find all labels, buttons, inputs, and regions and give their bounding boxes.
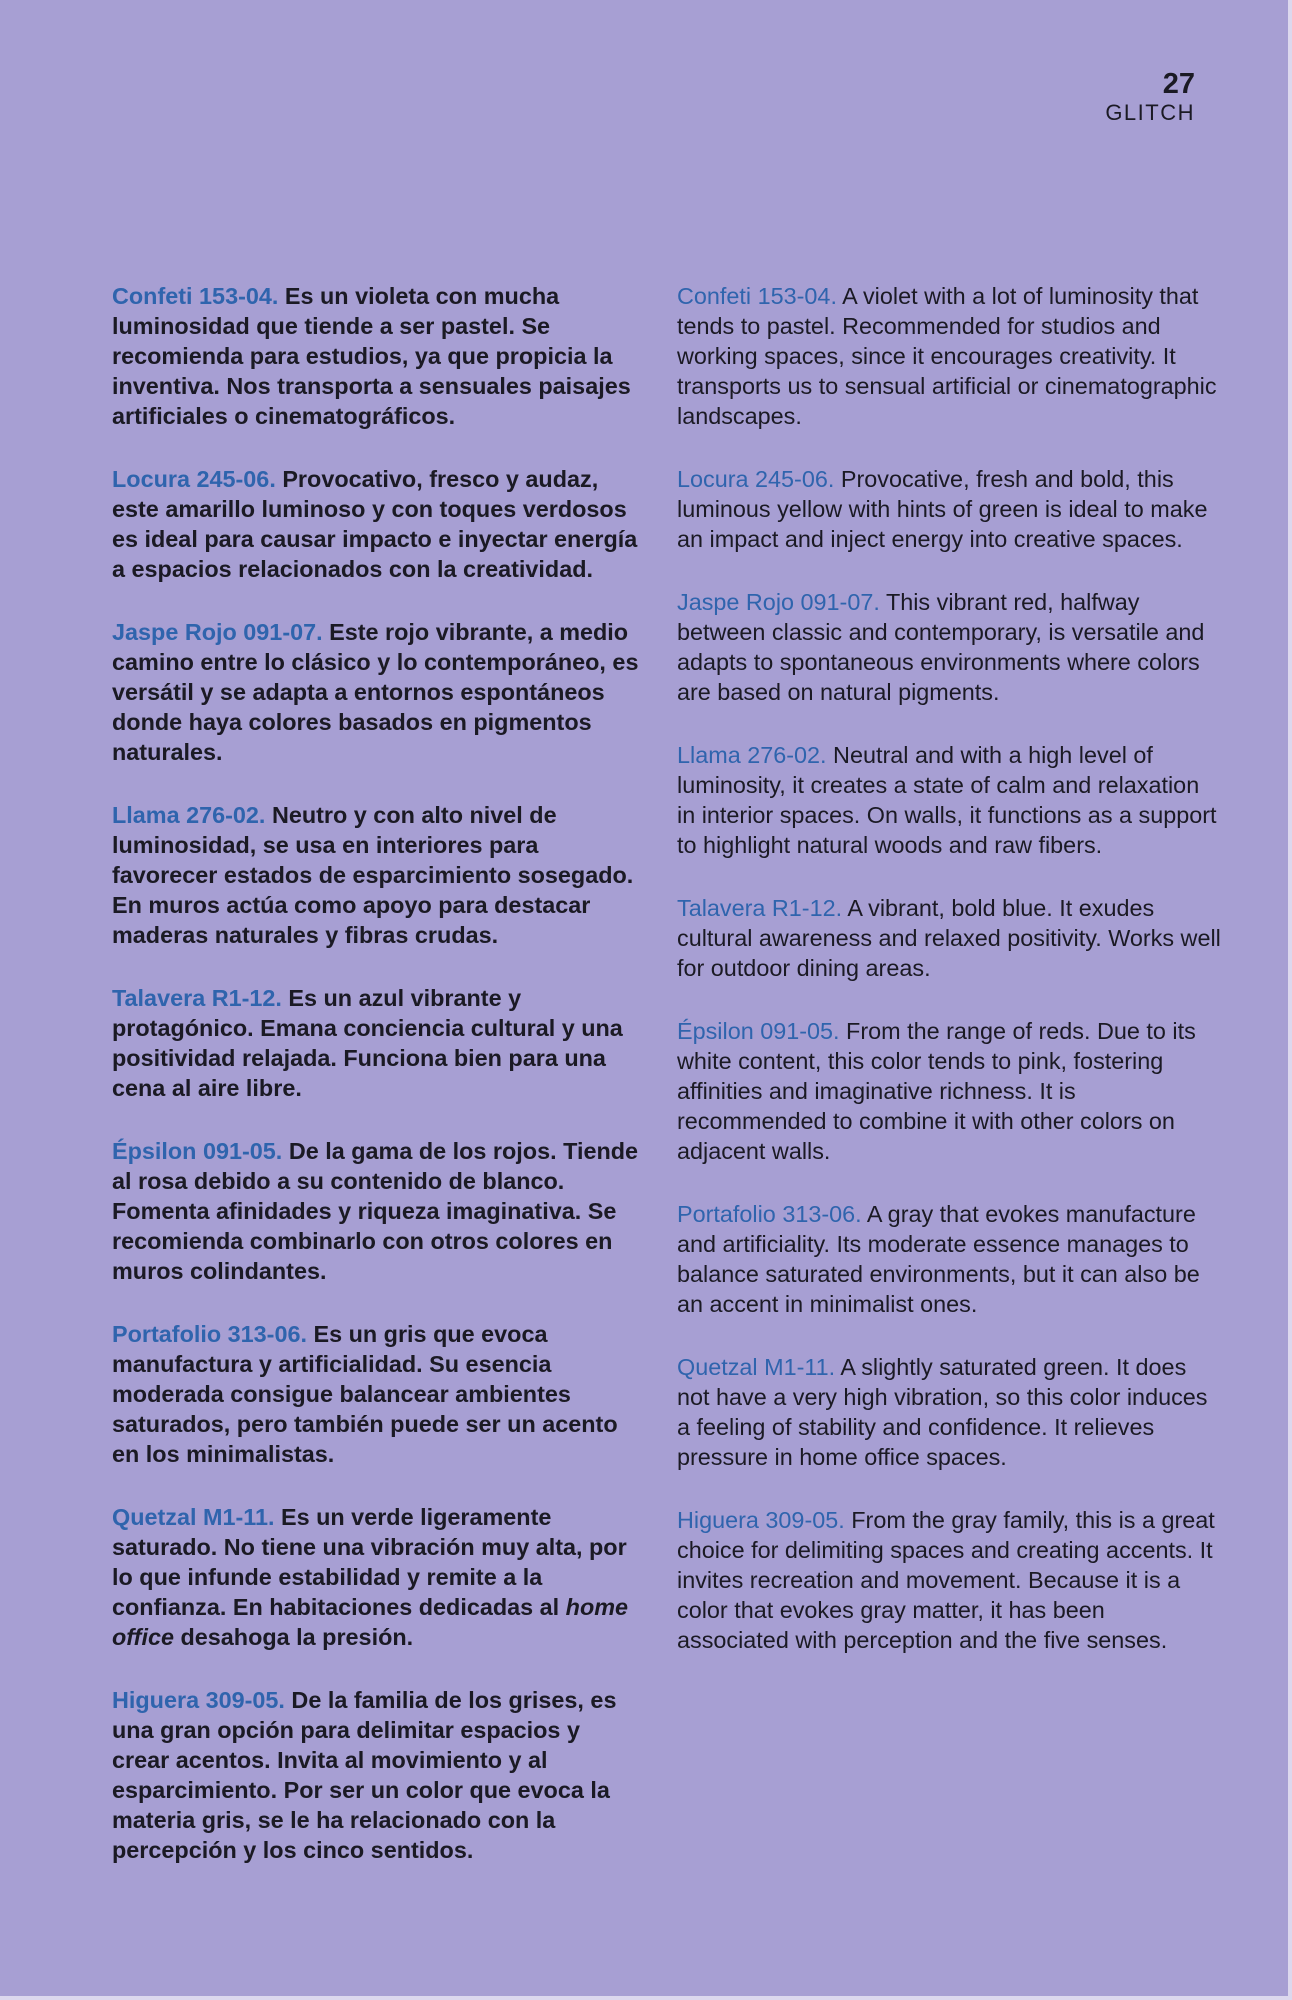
color-name: Higuera 309-05. xyxy=(677,1507,845,1533)
color-entry-confeti-es xyxy=(112,281,642,431)
color-name: Quetzal M1-11. xyxy=(677,1354,836,1380)
color-entry-talavera-en xyxy=(677,893,1222,983)
color-entry-jaspe-rojo-en xyxy=(677,587,1222,707)
color-description: A violet with a lot of luminosity that tends to pastel. Recommended for studios and working spaces, since it encourages creativity. It transports us to sensual artificial or cinematographic landscapes. xyxy=(677,283,1217,429)
color-description: A slightly saturated green. It does not have a very high vibration, so this color induces a feeling of stability and confidence. It relieves pressure in home office spaces. xyxy=(677,1354,1208,1470)
color-description: Provocative, fresh and bold, this luminous yellow with hints of green is ideal to make an impact and inject energy into creative spaces. xyxy=(677,466,1208,552)
page-header xyxy=(1105,68,1195,126)
color-entry-jaspe-rojo-es xyxy=(112,617,642,767)
color-entry-epsilon-es xyxy=(112,1136,642,1286)
color-entry-llama-en xyxy=(677,740,1222,860)
color-name: Locura 245-06. xyxy=(677,466,835,492)
page-number: 27 xyxy=(1162,68,1195,100)
color-entry-talavera-es xyxy=(112,983,642,1103)
color-description: A vibrant, bold blue. It exudes cultural awareness and relaxed positivity. Works well for outdoor dining areas. xyxy=(677,895,1221,981)
section-name: GLITCH xyxy=(1105,100,1195,125)
color-name: Higuera 309-05. xyxy=(112,1687,285,1713)
page-edge-bottom xyxy=(0,1996,1292,2000)
color-name: Jaspe Rojo 091-07. xyxy=(677,589,880,615)
color-description: Es un violeta con mucha luminosidad que tiende a ser pastel. Se recomienda para estudios, ya que propicia la inventiva. Nos transporta a sensuales paisajes artificiales o cinematográficos. xyxy=(112,283,631,429)
color-entry-higuera-en xyxy=(677,1505,1222,1655)
color-name: Confeti 153-04. xyxy=(677,283,837,309)
color-entry-quetzal-es xyxy=(112,1502,642,1652)
color-description: A gray that evokes manufacture and artificiality. Its moderate essence manages to balance saturated environments, but it can also be an accent in minimalist ones. xyxy=(677,1201,1200,1317)
description-italic: home office xyxy=(112,1594,629,1650)
color-name: Portafolio 313-06. xyxy=(677,1201,862,1227)
color-description: De la gama de los rojos. Tiende al rosa debido a su contenido de blanco. Fomenta afinidades y riqueza imaginativa. Se recomienda combinarlo con otros colores en muros colindantes. xyxy=(112,1138,639,1284)
color-name: Jaspe Rojo 091-07. xyxy=(112,619,323,645)
color-entry-epsilon-en xyxy=(677,1016,1222,1166)
color-description: From the range of reds. Due to its white content, this color tends to pink, fostering affinities and imaginative richness. It is recommended to combine it with other colors on adjacent walls. xyxy=(677,1018,1196,1164)
color-name: Llama 276-02. xyxy=(112,802,266,828)
color-name: Épsilon 091-05. xyxy=(677,1018,840,1044)
color-name: Portafolio 313-06. xyxy=(112,1321,307,1347)
color-entry-higuera-es xyxy=(112,1685,642,1865)
color-entry-portafolio-es xyxy=(112,1319,642,1469)
color-name: Llama 276-02. xyxy=(677,742,827,768)
color-description: Neutro y con alto nivel de luminosidad, se usa en interiores para favorecer estados de esparcimiento sosegado. En muros actúa como apoyo para destacar maderas naturales y fibras crudas. xyxy=(112,802,634,948)
page-edge-right xyxy=(1288,0,1292,2000)
color-description: Provocativo, fresco y audaz, este amarillo luminoso y con toques verdosos es ideal para causar impacto e inyectar energía a espacios relacionados con la creatividad. xyxy=(112,466,638,582)
color-description: Este rojo vibrante, a medio camino entre lo clásico y lo contemporáneo, es versátil y se adapta a entornos espontáneos donde haya colores basados en pigmentos naturales. xyxy=(112,619,639,765)
color-entry-confeti-en xyxy=(677,281,1222,431)
color-description: Es un gris que evoca manufactura y artificialidad. Su esencia moderada consigue balancear ambientes saturados, pero también puede ser un acento en los minimalistas. xyxy=(112,1321,618,1467)
color-entry-llama-es xyxy=(112,800,642,950)
english-column xyxy=(677,281,1222,1688)
color-description: From the gray family, this is a great choice for delimiting spaces and creating accents. It invites recreation and movement. Because it is a color that evokes gray matter, it has been associated with perception and the five senses. xyxy=(677,1507,1215,1653)
color-description: Neutral and with a high level of luminosity, it creates a state of calm and relaxation in interior spaces. On walls, it functions as a support to highlight natural woods and raw fibers. xyxy=(677,742,1217,858)
color-name: Quetzal M1-11. xyxy=(112,1504,275,1530)
description-part: Es un verde ligeramente saturado. No tiene una vibración muy alta, por lo que infunde estabilidad y remite a la confianza. En habitaciones dedicadas al xyxy=(112,1504,627,1620)
color-description: This vibrant red, halfway between classic and contemporary, is versatile and adapts to spontaneous environments where colors are based on natural pigments. xyxy=(677,589,1205,705)
color-entry-locura-es xyxy=(112,464,642,584)
spanish-column xyxy=(112,281,642,1898)
color-entry-locura-en xyxy=(677,464,1222,554)
color-entry-portafolio-en xyxy=(677,1199,1222,1319)
color-entry-quetzal-en xyxy=(677,1352,1222,1472)
color-name: Talavera R1-12. xyxy=(677,895,843,921)
color-name: Talavera R1-12. xyxy=(112,985,282,1011)
color-description: Es un azul vibrante y protagónico. Emana conciencia cultural y una positividad relajada. Funciona bien para una cena al aire libre. xyxy=(112,985,623,1101)
color-name: Locura 245-06. xyxy=(112,466,276,492)
description-part: desahoga la presión. xyxy=(180,1624,414,1650)
color-name: Confeti 153-04. xyxy=(112,283,279,309)
color-name: Épsilon 091-05. xyxy=(112,1138,283,1164)
color-description: De la familia de los grises, es una gran opción para delimitar espacios y crear acentos. Invita al movimiento y al esparcimiento. Por ser un color que evoca la materia gris, se le ha relacionado con la percepción y los cinco sentidos. xyxy=(112,1687,617,1863)
